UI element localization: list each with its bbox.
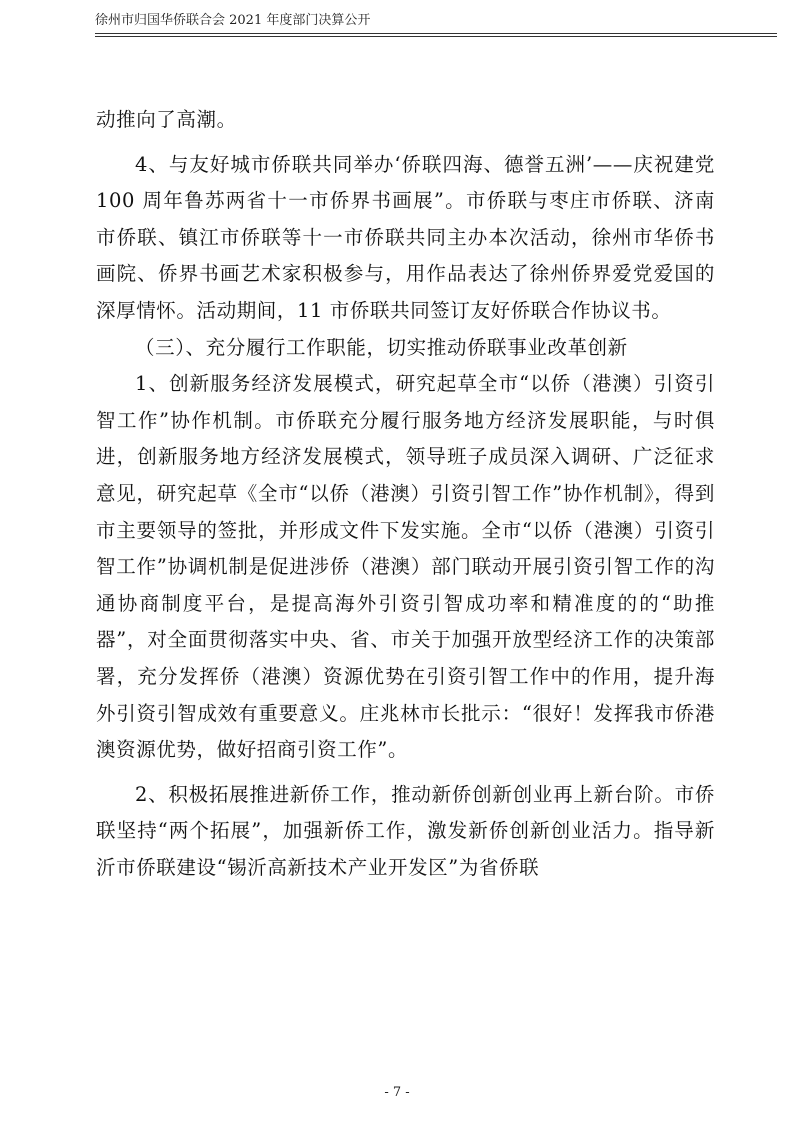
section-heading-3: （三）、充分履行工作职能，切实推动侨联事业改革创新 <box>135 335 628 359</box>
header-rule-bottom <box>95 36 777 37</box>
paragraph-item-2: 2、积极拓展推进新侨工作，推动新侨创新创业再上新台阶。市侨联坚持“两个拓展”，加强新侨工作，激发新侨创新创业活力。指导新沂市侨联建设“锡沂高新技术产业开发区”为省侨联 <box>96 782 715 879</box>
paragraph-item-1: 1、创新服务经济发展模式，研究起草全市“以侨（港澳）引资引智工作”协作机制。市侨联充分履行服务地方经济发展职能，与时俱进，创新服务地方经济发展模式，领导班子成员深入调研、广泛征求意见，研究起草《全市“以侨（港澳）引资引智工作”协作机制》，得到市主要领导的签批，并形成文件下发实施。全市“以侨（港澳）引资引智工作”协调机制是促进涉侨（港澳）部门联动开展引资引智工作的沟通协商制度平台，是提高海外引资引智成功率和精准度的的“助推器”，对全面贯彻落实中央、省、市关于加强开放型经济工作的决策部署，充分发挥侨（港澳）资源优势在引资引智工作中的作用，提升海外引资引智成效有重要意义。庄兆林市长批示：“很好！发挥我市侨港澳资源优势，做好招商引资工作”。 <box>96 372 715 762</box>
page-number: - 7 - <box>384 1085 410 1100</box>
document-body <box>96 102 715 886</box>
page-header-title: 徐州市归国华侨联合会 2021 年度部门决算公开 <box>95 13 371 28</box>
paragraph-continuation: 动推向了高潮。 <box>96 108 237 131</box>
header-rule-top <box>95 33 777 34</box>
paragraph-item-4: 4、与友好城市侨联共同举办‘侨联四海、德誉五洲’——庆祝建党 100 周年鲁苏两省十一市侨界书画展”。市侨联与枣庄市侨联、济南市侨联、镇江市侨联等十一市侨联共同主办本次活动，徐州市华侨书画院、侨界书画艺术家积极参与，用作品表达了徐州侨界爱党爱国的深厚情怀。活动期间，11 市侨联共同签订友好侨联合作协议书。 <box>96 152 715 322</box>
